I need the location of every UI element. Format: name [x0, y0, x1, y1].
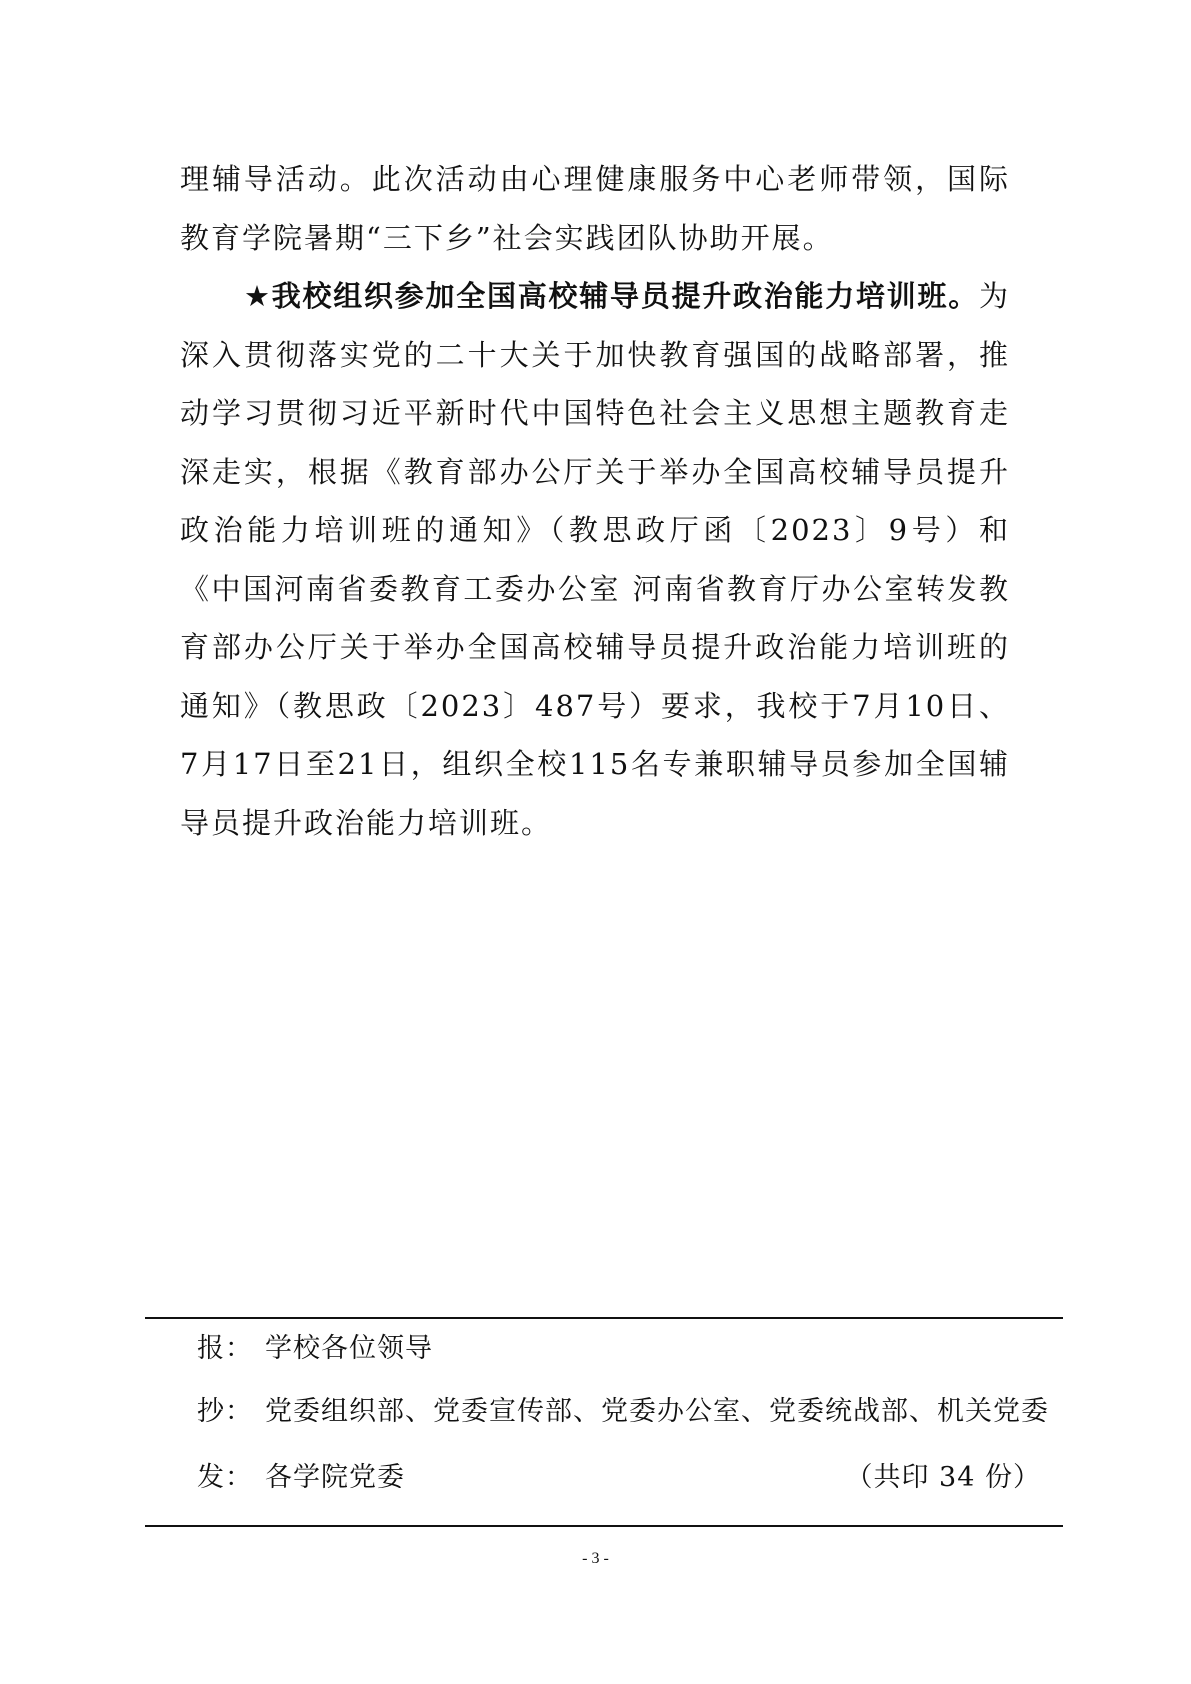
page-number: - 3 -: [582, 1550, 609, 1567]
paragraph-body: 为深入贯彻落实党的二十大关于加快教育强国的战略部署，推动学习贯彻习近平新时代中国特色社会主义思想主题教育走深走实，根据《教育部办公厅关于举办全国高校辅导员提升政治能力培训班的通知》（教思政厅函〔2023〕9号）和《中国河南省委教育工委办公室 河南省教育厅办公室转发教育部办公厅关于举办全国高校辅导员提升政治能力培训班的通知》（教思政〔2023〕487号）要求，我校于7月10日、7月17日至21日，组织全校115名专兼职辅导员参加全国辅导员提升政治能力培训班。: [180, 279, 1010, 840]
send-recipients: 各学院党委: [265, 1462, 405, 1493]
paragraph-counseling-activity: 理辅导活动。此次活动由心理健康服务中心老师带领，国际教育学院暑期“三下乡”社会实践团队协助开展。: [180, 162, 1010, 255]
main-body-text: [180, 150, 1010, 852]
copy-label: 抄：: [197, 1396, 253, 1427]
report-row: [197, 1329, 1063, 1369]
send-row: [197, 1458, 1063, 1498]
copy-row: [197, 1392, 1063, 1432]
send-label: 发：: [197, 1462, 253, 1493]
copy-recipients: 党委组织部、党委宣传部、党委办公室、党委统战部、机关党委: [265, 1396, 1049, 1427]
paragraph-headline: ★我校组织参加全国高校辅导员提升政治能力培训班。: [244, 279, 979, 313]
report-recipients: 学校各位领导: [265, 1333, 433, 1364]
copies-printed: （共印 34 份）: [845, 1462, 1041, 1493]
report-label: 报：: [197, 1333, 253, 1364]
distribution-block: [145, 1317, 1063, 1527]
paragraph-counselor-training: [180, 267, 1010, 852]
